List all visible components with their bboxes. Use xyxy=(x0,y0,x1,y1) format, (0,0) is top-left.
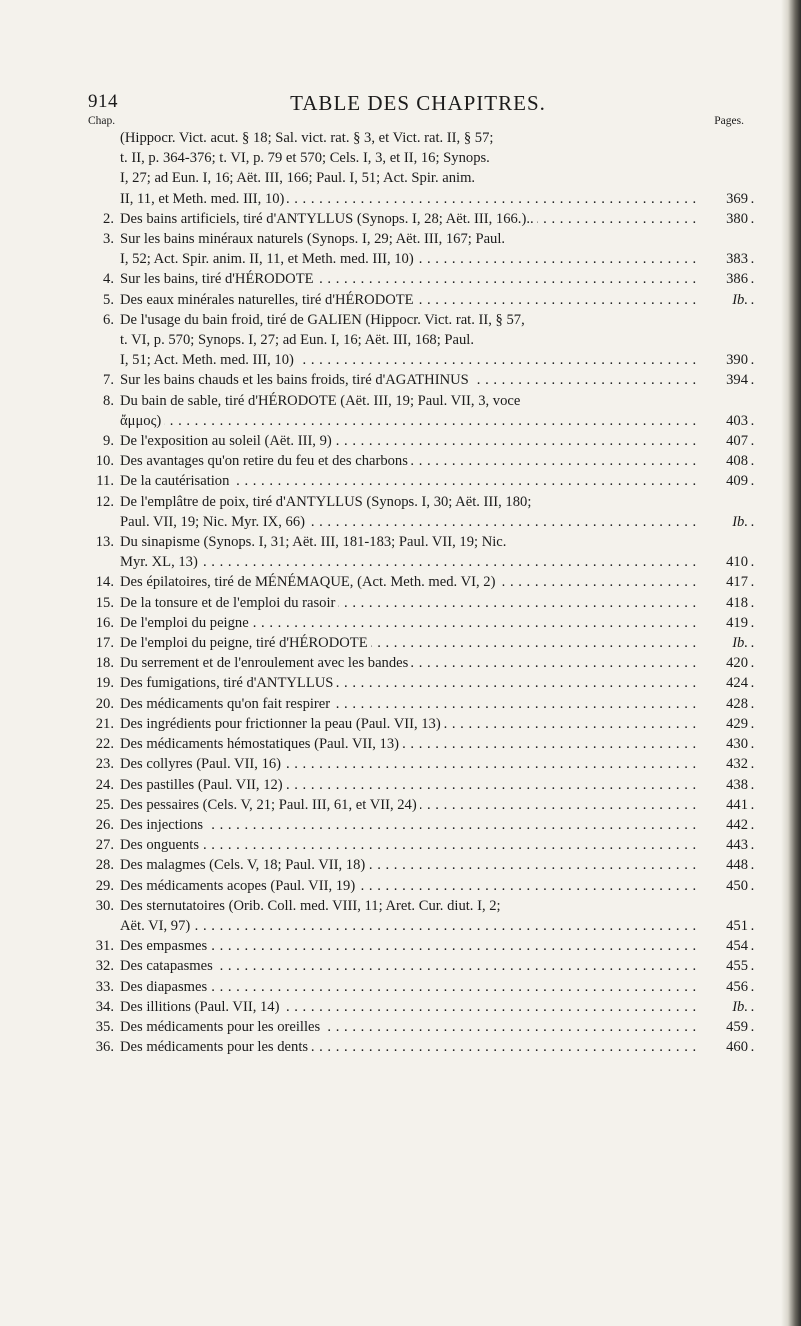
page-reference: 407 xyxy=(696,431,748,451)
chapter-title-line: De l'emploi du peigne, tiré d'HÉRODOTE Ib. . . . xyxy=(120,633,696,653)
chapter-title-line: Myr. XL, 13) 410 . . . xyxy=(120,552,696,572)
page-reference: 408 xyxy=(696,451,748,471)
page-reference: 424 xyxy=(696,673,748,693)
chapter-number: 8. xyxy=(103,392,114,409)
chapter-title xyxy=(120,633,748,653)
chapter-title xyxy=(120,714,748,734)
page-reference: 450 xyxy=(696,876,748,896)
page-reference: 390 xyxy=(696,350,748,370)
toc-entry xyxy=(88,734,748,754)
page-reference: 394 xyxy=(696,370,748,390)
toc-entry xyxy=(88,572,748,592)
toc-entry xyxy=(88,532,748,572)
toc-entry xyxy=(88,855,748,875)
page-reference: 454 xyxy=(696,936,748,956)
page-reference: 420 xyxy=(696,653,748,673)
chapter-title-line: Des pessaires (Cels. V, 21; Paul. III, 61, et VII, 24) 441 . . . xyxy=(120,795,696,815)
page-reference: 409 xyxy=(696,471,748,491)
toc-entry xyxy=(88,876,748,896)
chapter-title-line: Des collyres (Paul. VII, 16) 432 . . . xyxy=(120,754,696,774)
toc-entry xyxy=(88,835,748,855)
chapter-number: 34. xyxy=(95,998,114,1015)
toc-entry xyxy=(88,795,748,815)
page-reference: Ib. xyxy=(696,290,748,310)
page-reference: 432 xyxy=(696,754,748,774)
chapter-title xyxy=(120,815,748,835)
chapter-title-line: Des médicaments hémostatiques (Paul. VII, 13) 430 . . . xyxy=(120,734,696,754)
chapter-title xyxy=(120,795,748,815)
chapter-number: 30. xyxy=(95,897,114,914)
toc-entry xyxy=(88,613,748,633)
page-reference: 441 xyxy=(696,795,748,815)
chapter-title-line: Du serrement et de l'enroulement avec les bandes 420 . . . xyxy=(120,653,696,673)
chapter-title-line: Des sternutatoires (Orib. Coll. med. VIII, 11; Aret. Cur. diut. I, 2; xyxy=(120,897,501,914)
page-reference: 451 xyxy=(696,916,748,936)
chapter-title xyxy=(120,855,748,875)
page-reference: 418 xyxy=(696,593,748,613)
page-reference: Ib. xyxy=(696,633,748,653)
chapter-number: 11. xyxy=(96,473,114,490)
page-reference: 455 xyxy=(696,956,748,976)
page-reference: 438 xyxy=(696,775,748,795)
chapter-number: 18. xyxy=(95,655,114,672)
toc-entry xyxy=(88,431,748,451)
column-heading-pages: Pages. xyxy=(714,115,744,127)
chapter-title xyxy=(120,572,748,592)
chapter-number: 3. xyxy=(103,231,114,248)
chapter-number: 24. xyxy=(95,776,114,793)
chapter-title-line: Des catapasmes 455 . . . xyxy=(120,956,696,976)
chapter-title-line: De la cautérisation 409 . . . xyxy=(120,471,696,491)
chapter-title-line: Des illitions (Paul. VII, 14) Ib. . . . xyxy=(120,997,696,1017)
chapter-title-line: t. II, p. 364-376; t. VI, p. 79 et 570; Cels. I, 3, et II, 16; Synops. xyxy=(120,150,490,167)
toc-entry xyxy=(88,896,748,936)
chapter-title-line: Des médicaments pour les dents 460 . . . xyxy=(120,1037,696,1057)
page-reference: 410 xyxy=(696,552,748,572)
chapter-number: 21. xyxy=(95,715,114,732)
chapter-title-line: Paul. VII, 19; Nic. Myr. IX, 66) Ib. . . . xyxy=(120,512,696,532)
chapter-number: 6. xyxy=(103,311,114,328)
chapter-title xyxy=(120,269,748,289)
chapter-title xyxy=(120,532,748,572)
running-title: TABLE DES CHAPITRES. xyxy=(290,91,546,115)
toc-entry xyxy=(88,956,748,976)
chapter-title xyxy=(120,290,748,310)
chapter-number: 35. xyxy=(95,1018,114,1035)
page-reference: 380 xyxy=(696,209,748,229)
chapter-number: 4. xyxy=(103,271,114,288)
chapter-title-line: Du bain de sable, tiré d'HÉRODOTE (Aët. III, 19; Paul. VII, 3, voce xyxy=(120,392,521,409)
chapter-title-line: Des médicaments pour les oreilles 459 . . . xyxy=(120,1017,696,1037)
chapter-number: 29. xyxy=(95,877,114,894)
toc-entry xyxy=(88,694,748,714)
chapter-number: 20. xyxy=(95,695,114,712)
toc-entry xyxy=(88,370,748,390)
book-binding-edge xyxy=(781,0,801,1326)
table-of-contents xyxy=(88,128,748,1057)
chapter-number: 17. xyxy=(95,635,114,652)
chapter-title xyxy=(120,653,748,673)
chapter-title-line: Des épilatoires, tiré de MÉNÉMAQUE, (Act. Meth. med. VI, 2) 417 . . . xyxy=(120,572,696,592)
chapter-title-line: Des avantages qu'on retire du feu et des charbons 408 . . . xyxy=(120,451,696,471)
toc-entry xyxy=(88,290,748,310)
chapter-number: 32. xyxy=(95,958,114,975)
chapter-title-line: Sur les bains minéraux naturels (Synops. I, 29; Aët. III, 167; Paul. xyxy=(120,231,506,248)
chapter-number: 16. xyxy=(95,614,114,631)
chapter-title-line: De la tonsure et de l'emploi du rasoir 418 . . . xyxy=(120,593,696,613)
page-reference: 442 xyxy=(696,815,748,835)
toc-entry xyxy=(88,754,748,774)
chapter-title-line: De l'exposition au soleil (Aët. III, 9) 407 . . . xyxy=(120,431,696,451)
chapter-number: 33. xyxy=(95,978,114,995)
chapter-title-line: Des injections 442 . . . xyxy=(120,815,696,835)
chapter-title-line: De l'emploi du peigne 419 . . . xyxy=(120,613,696,633)
toc-entry xyxy=(88,209,748,229)
toc-entry xyxy=(88,128,748,209)
chapter-number: 13. xyxy=(95,534,114,551)
chapter-title-line: Des onguents 443 . . . xyxy=(120,835,696,855)
page-reference: 430 xyxy=(696,734,748,754)
chapter-number: 9. xyxy=(103,433,114,450)
page-reference: 429 xyxy=(696,714,748,734)
chapter-title xyxy=(120,431,748,451)
toc-entry xyxy=(88,997,748,1017)
chapter-title xyxy=(120,370,748,390)
chapter-title xyxy=(120,1017,748,1037)
chapter-number: 27. xyxy=(95,837,114,854)
chapter-title-line: Des ingrédients pour frictionner la peau (Paul. VII, 13) 429 . . . xyxy=(120,714,696,734)
toc-entry xyxy=(88,492,748,532)
chapter-title xyxy=(120,391,748,431)
chapter-number: 2. xyxy=(103,210,114,227)
chapter-title-line: I, 52; Act. Spir. anim. II, 11, et Meth. med. III, 10) 383 . . . xyxy=(120,249,696,269)
toc-entry xyxy=(88,714,748,734)
chapter-title xyxy=(120,775,748,795)
chapter-number: 28. xyxy=(95,857,114,874)
toc-entry xyxy=(88,633,748,653)
chapter-title-line: I, 51; Act. Meth. med. III, 10) 390 . . . xyxy=(120,350,696,370)
toc-entry xyxy=(88,451,748,471)
chapter-number: 25. xyxy=(95,796,114,813)
chapter-title-line: (Hippocr. Vict. acut. § 18; Sal. vict. rat. § 3, et Vict. rat. II, § 57; xyxy=(120,130,494,146)
chapter-title xyxy=(120,310,748,371)
toc-entry xyxy=(88,673,748,693)
toc-entry xyxy=(88,593,748,613)
page-reference: Ib. xyxy=(696,512,748,532)
page-reference: Ib. xyxy=(696,997,748,1017)
toc-entry xyxy=(88,310,748,371)
chapter-title xyxy=(120,896,748,936)
chapter-title-line: Sur les bains chauds et les bains froids, tiré d'AGATHINUS 394 . . . xyxy=(120,370,696,390)
chapter-title xyxy=(120,997,748,1017)
chapter-title-line: Des médicaments qu'on fait respirer 428 . . . xyxy=(120,694,696,714)
page-reference: 456 xyxy=(696,977,748,997)
chapter-number: 23. xyxy=(95,756,114,773)
toc-entry xyxy=(88,653,748,673)
toc-entry xyxy=(88,269,748,289)
chapter-title-line: Des empasmes 454 . . . xyxy=(120,936,696,956)
chapter-title-line: I, 27; ad Eun. I, 16; Aët. III, 166; Paul. I, 51; Act. Spir. anim. xyxy=(120,170,476,187)
page-reference: 369 xyxy=(696,189,748,209)
chapter-number: 7. xyxy=(103,372,114,389)
page-number: 914 xyxy=(88,91,118,112)
toc-entry xyxy=(88,391,748,431)
chapter-title-line: Des eaux minérales naturelles, tiré d'HÉRODOTE Ib. . . . xyxy=(120,290,696,310)
chapter-number: 14. xyxy=(95,574,114,591)
chapter-number: 31. xyxy=(95,938,114,955)
chapter-title xyxy=(120,835,748,855)
page-reference: 428 xyxy=(696,694,748,714)
toc-entry xyxy=(88,977,748,997)
column-heading-chapter: Chap. xyxy=(88,115,116,127)
page-reference: 386 xyxy=(696,269,748,289)
chapter-number: 22. xyxy=(95,736,114,753)
page-reference: 460 xyxy=(696,1037,748,1057)
toc-entry xyxy=(88,815,748,835)
chapter-number: 15. xyxy=(95,594,114,611)
chapter-title xyxy=(120,229,748,269)
chapter-number: 5. xyxy=(103,291,114,308)
toc-entry xyxy=(88,936,748,956)
chapter-title-line: Des diapasmes 456 . . . xyxy=(120,977,696,997)
chapter-title xyxy=(120,209,748,229)
toc-entry xyxy=(88,1017,748,1037)
chapter-title xyxy=(120,876,748,896)
toc-entry xyxy=(88,471,748,491)
chapter-number: 36. xyxy=(95,1039,114,1056)
chapter-title-line: II, 11, et Meth. med. III, 10) 369 . . . xyxy=(120,189,696,209)
chapter-title xyxy=(120,754,748,774)
chapter-title xyxy=(120,734,748,754)
chapter-title xyxy=(120,451,748,471)
chapter-title xyxy=(120,694,748,714)
toc-entry xyxy=(88,775,748,795)
chapter-title-line: ἄμμος) 403 . . . xyxy=(120,411,696,431)
chapter-title xyxy=(120,471,748,491)
chapter-number: 10. xyxy=(95,453,114,470)
chapter-title-line: De l'usage du bain froid, tiré de GALIEN (Hippocr. Vict. rat. II, § 57, xyxy=(120,311,525,328)
chapter-title xyxy=(120,673,748,693)
chapter-title xyxy=(120,128,748,209)
chapter-title-line: Sur les bains, tiré d'HÉRODOTE 386 . . . xyxy=(120,269,696,289)
chapter-title-line: Des bains artificiels, tiré d'ANTYLLUS (Synops. I, 28; Aët. III, 166.).. 380 . . . xyxy=(120,209,696,229)
chapter-title xyxy=(120,492,748,532)
chapter-title xyxy=(120,977,748,997)
chapter-title xyxy=(120,1037,748,1057)
chapter-title xyxy=(120,593,748,613)
chapter-number: 12. xyxy=(95,493,114,510)
chapter-title-line: Aët. VI, 97) 451 . . . xyxy=(120,916,696,936)
chapter-title-line: Des malagmes (Cels. V, 18; Paul. VII, 18) 448 . . . xyxy=(120,855,696,875)
chapter-title-line: Des médicaments acopes (Paul. VII, 19) 450 . . . xyxy=(120,876,696,896)
chapter-number: 26. xyxy=(95,816,114,833)
chapter-title xyxy=(120,936,748,956)
page-reference: 403 xyxy=(696,411,748,431)
page-reference: 419 xyxy=(696,613,748,633)
chapter-number: 19. xyxy=(95,675,114,692)
toc-entry xyxy=(88,229,748,269)
chapter-title-line: Des fumigations, tiré d'ANTYLLUS 424 . . . xyxy=(120,673,696,693)
page-reference: 459 xyxy=(696,1017,748,1037)
toc-entry xyxy=(88,1037,748,1057)
chapter-title xyxy=(120,613,748,633)
chapter-title-line: Du sinapisme (Synops. I, 31; Aët. III, 181-183; Paul. VII, 19; Nic. xyxy=(120,534,507,551)
chapter-title-line: Des pastilles (Paul. VII, 12) 438 . . . xyxy=(120,775,696,795)
chapter-title xyxy=(120,956,748,976)
page-reference: 383 xyxy=(696,249,748,269)
chapter-title-line: De l'emplâtre de poix, tiré d'ANTYLLUS (Synops. I, 30; Aët. III, 180; xyxy=(120,493,532,510)
chapter-title-line: t. VI, p. 570; Synops. I, 27; ad Eun. I, 16; Aët. III, 168; Paul. xyxy=(120,332,475,349)
page-reference: 443 xyxy=(696,835,748,855)
page-reference: 448 xyxy=(696,855,748,875)
page-reference: 417 xyxy=(696,572,748,592)
